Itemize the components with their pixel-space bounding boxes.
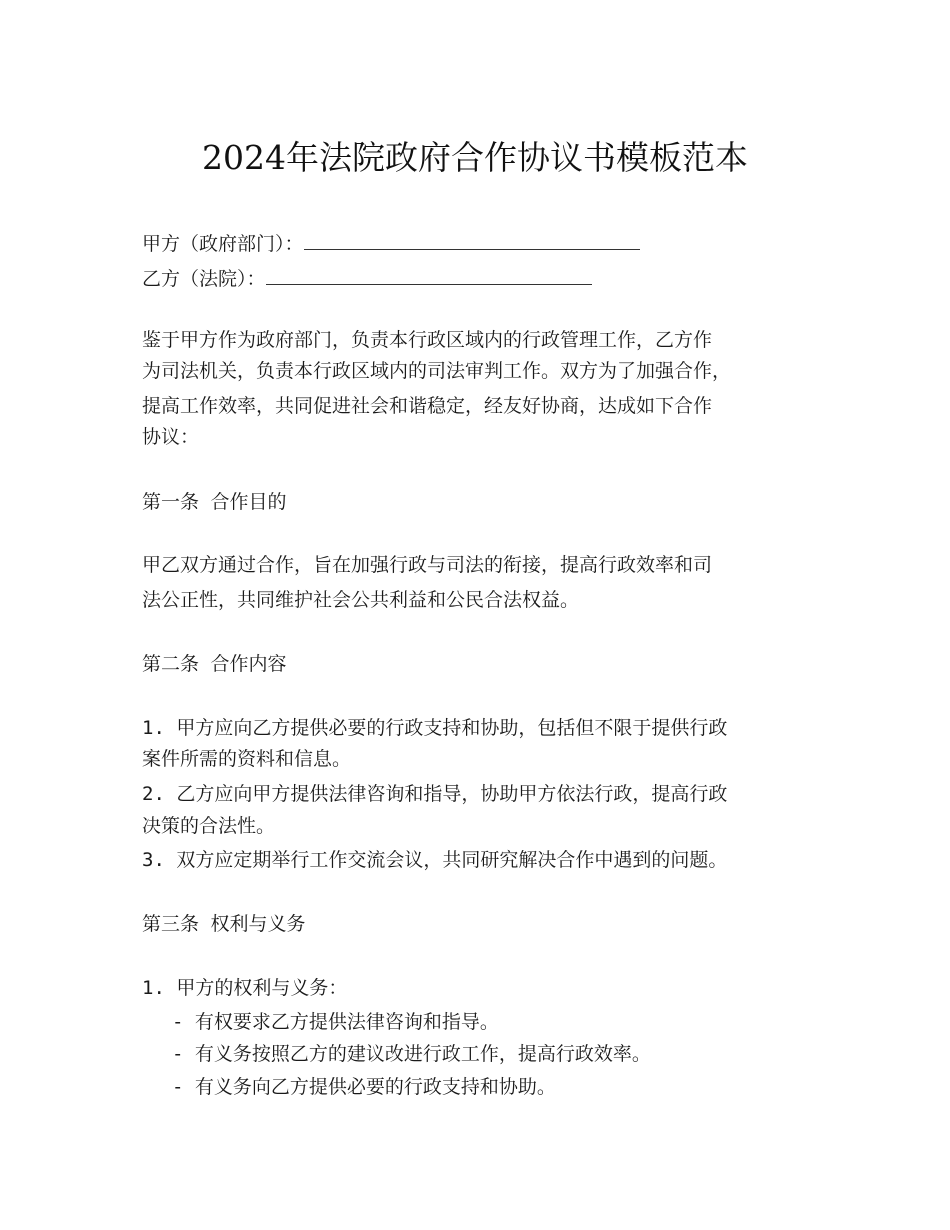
preamble-line: 协议：	[142, 426, 200, 448]
article-2-item-line: 1. 甲方应向乙方提供必要的行政支持和协助，包括但不限于提供行政	[142, 717, 728, 739]
party-a-label: 甲方（政府部门）：	[142, 233, 304, 255]
article-3-subitem: - 有义务按照乙方的建议改进行政工作，提高行政效率。	[172, 1043, 651, 1065]
document-title: 2024年法院政府合作协议书模板范本	[202, 138, 748, 177]
article-1-body-line: 甲乙双方通过合作，旨在加强行政与司法的衔接，提高行政效率和司	[142, 554, 713, 576]
preamble-line: 为司法机关，负责本行政区域内的司法审判工作。双方为了加强合作，	[142, 360, 732, 382]
article-2-item-line: 3. 双方应定期举行工作交流会议，共同研究解决合作中遇到的问题。	[142, 849, 728, 871]
party-b-label: 乙方（法院）：	[142, 268, 266, 290]
article-2-item-line: 案件所需的资料和信息。	[142, 748, 352, 770]
article-2-item-line: 2. 乙方应向甲方提供法律咨询和指导，协助甲方依法行政，提高行政	[142, 783, 728, 805]
preamble-line: 鉴于甲方作为政府部门，负责本行政区域内的行政管理工作，乙方作	[142, 329, 713, 351]
preamble-line: 提高工作效率，共同促进社会和谐稳定，经友好协商，达成如下合作	[142, 395, 713, 417]
article-3-item: 1. 甲方的权利与义务：	[142, 977, 348, 999]
article-3-subitem: - 有权要求乙方提供法律咨询和指导。	[172, 1011, 499, 1033]
party-b-blank[interactable]	[266, 264, 592, 285]
party-a-line	[142, 229, 640, 258]
article-1-body-line: 法公正性，共同维护社会公共利益和公民合法权益。	[142, 589, 580, 611]
article-2-item-line: 决策的合法性。	[142, 815, 276, 837]
article-3-subitem: - 有义务向乙方提供必要的行政支持和协助。	[172, 1076, 556, 1098]
article-3-heading: 第三条 权利与义务	[142, 913, 306, 935]
article-2-heading: 第二条 合作内容	[142, 653, 287, 675]
article-1-heading: 第一条 合作目的	[142, 491, 287, 513]
party-a-blank[interactable]	[304, 229, 640, 250]
party-b-line	[142, 264, 592, 293]
